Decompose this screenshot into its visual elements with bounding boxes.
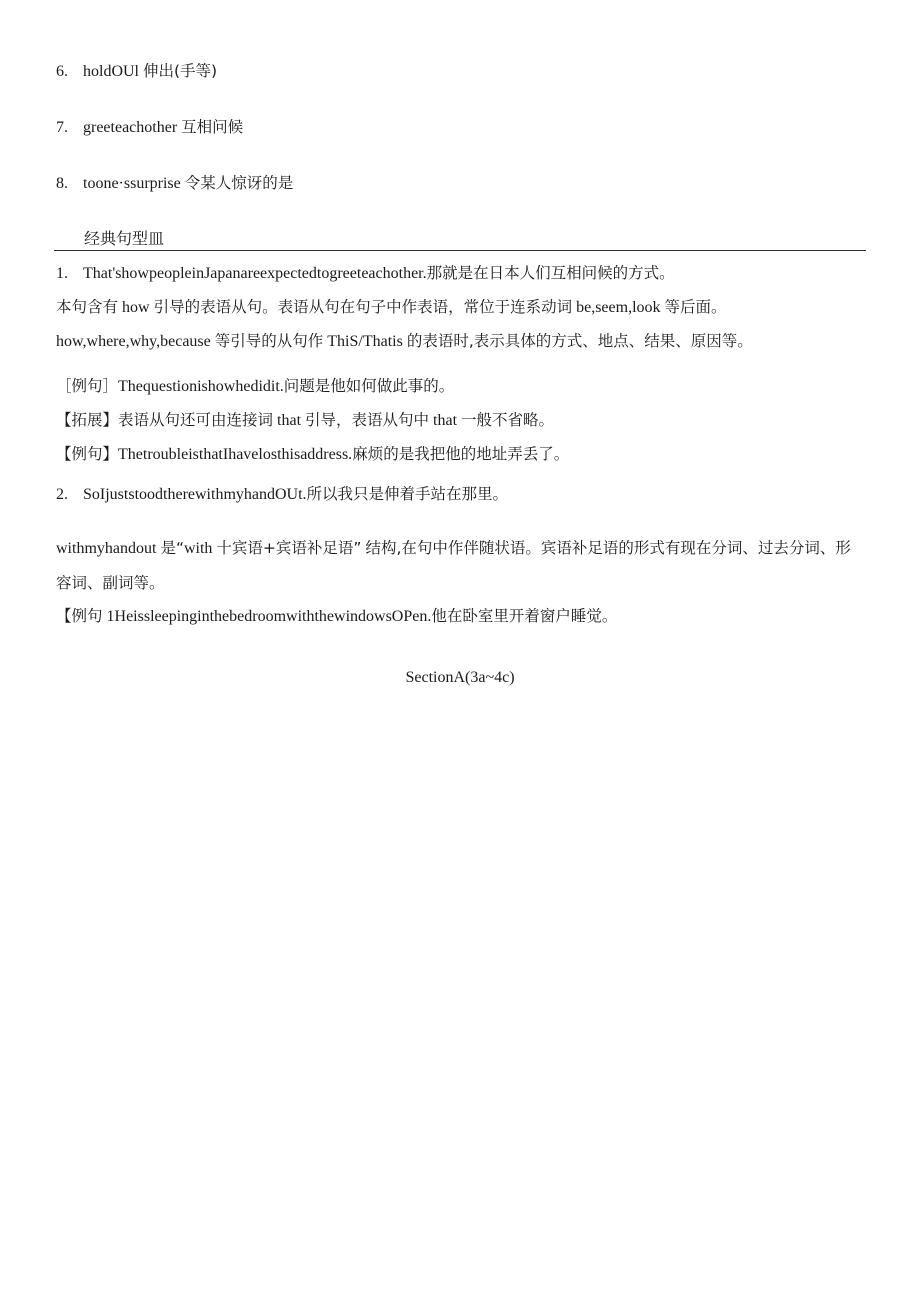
explanation-text: 十宾语+宾语补足语” <box>216 539 362 557</box>
extension-note <box>56 410 554 431</box>
key-sentence-1 <box>56 263 675 284</box>
explanation-keyword: how,where,why,because <box>56 333 211 350</box>
sentence-english: SoIjuststoodtherewithmyhandOUt. <box>83 486 307 503</box>
phrase-chinese: 令某人惊讶的是 <box>184 174 294 192</box>
example-english: Thequestionishowhedidit. <box>118 378 284 395</box>
phrase-number: 8. <box>56 175 68 192</box>
explanation-text: 本句含有 <box>56 298 119 316</box>
example-chinese: 他在卧室里开着窗户睡觉。 <box>431 607 618 625</box>
explanation-text: 等引导的从句作 <box>214 332 324 350</box>
extension-tag: 【拓展】 <box>56 411 119 429</box>
phrase-english: greeteachother <box>83 119 178 136</box>
explanation-paragraph-3 <box>56 531 856 601</box>
phrase-item-7 <box>56 117 243 138</box>
explanation-line-1 <box>56 297 727 318</box>
explanation-keyword: withmyhandout <box>56 540 157 557</box>
explanation-text: 引导的表语从句。表语从句在句子中作表语，常位于连系动词 <box>153 298 573 316</box>
explanation-text: 等后面。 <box>664 298 727 316</box>
explanation-keyword: be,seem,look <box>576 299 661 316</box>
section-title: SectionA(3a~4c) <box>405 669 515 686</box>
example-sentence-1 <box>56 376 454 397</box>
sentence-number: 1. <box>56 265 68 282</box>
phrase-english: holdOUl <box>83 63 139 80</box>
example-sentence-3 <box>56 606 617 627</box>
explanation-keyword: with <box>183 540 213 557</box>
phrase-chinese: 伸出(手等) <box>143 62 218 80</box>
phrase-item-6 <box>56 61 217 82</box>
sentence-chinese: 所以我只是伸着手站在那里。 <box>306 485 509 503</box>
explanation-keyword: ThiS/Thatis <box>327 333 403 350</box>
phrase-number: 7. <box>56 119 68 136</box>
explanation-text: 结构,在句中作伴随状语。宾语补足语的形式有现在分词、过去分词、形容词、副词等。 <box>56 539 851 592</box>
extension-text: 表语从句还可由连接词 <box>118 411 274 429</box>
key-sentence-2 <box>56 484 508 505</box>
extension-keyword: that <box>433 412 458 429</box>
extension-text: 一般不省略。 <box>461 411 555 429</box>
example-english: 1HeissleepinginthebedroomwiththewindowsOPen. <box>106 608 432 625</box>
example-chinese: 麻烦的是我把他的地址弄丢了。 <box>352 445 570 463</box>
phrase-chinese: 互相问候 <box>181 118 244 136</box>
example-tag: 【例句 <box>56 607 103 625</box>
phrase-number: 6. <box>56 63 68 80</box>
sentence-number: 2. <box>56 486 68 503</box>
explanation-text: 是“ <box>160 539 184 557</box>
sentence-chinese: 那就是在日本人们互相问候的方式。 <box>426 264 675 282</box>
explanation-line-2 <box>56 331 753 352</box>
explanation-keyword: how <box>122 299 150 316</box>
heading-divider <box>54 250 866 251</box>
extension-keyword: that <box>277 412 302 429</box>
extension-text: 引导，表语从句中 <box>305 411 430 429</box>
example-tag: 【例句】 <box>56 445 119 463</box>
example-sentence-2 <box>56 444 569 465</box>
phrase-english: toone·ssurprise <box>83 175 181 192</box>
phrase-item-8 <box>56 173 293 194</box>
section-heading: 经典句型皿 <box>84 229 165 248</box>
explanation-text: 的表语时,表示具体的方式、地点、结果、原因等。 <box>406 332 753 350</box>
example-english: ThetroubleisthatIhavelosthisaddress. <box>118 446 353 463</box>
example-chinese: 问题是他如何做此事的。 <box>283 377 455 395</box>
sentence-english: That'showpeopleinJapanareexpectedtogreeteachother. <box>83 265 427 282</box>
example-tag: ［例句］ <box>56 377 119 395</box>
